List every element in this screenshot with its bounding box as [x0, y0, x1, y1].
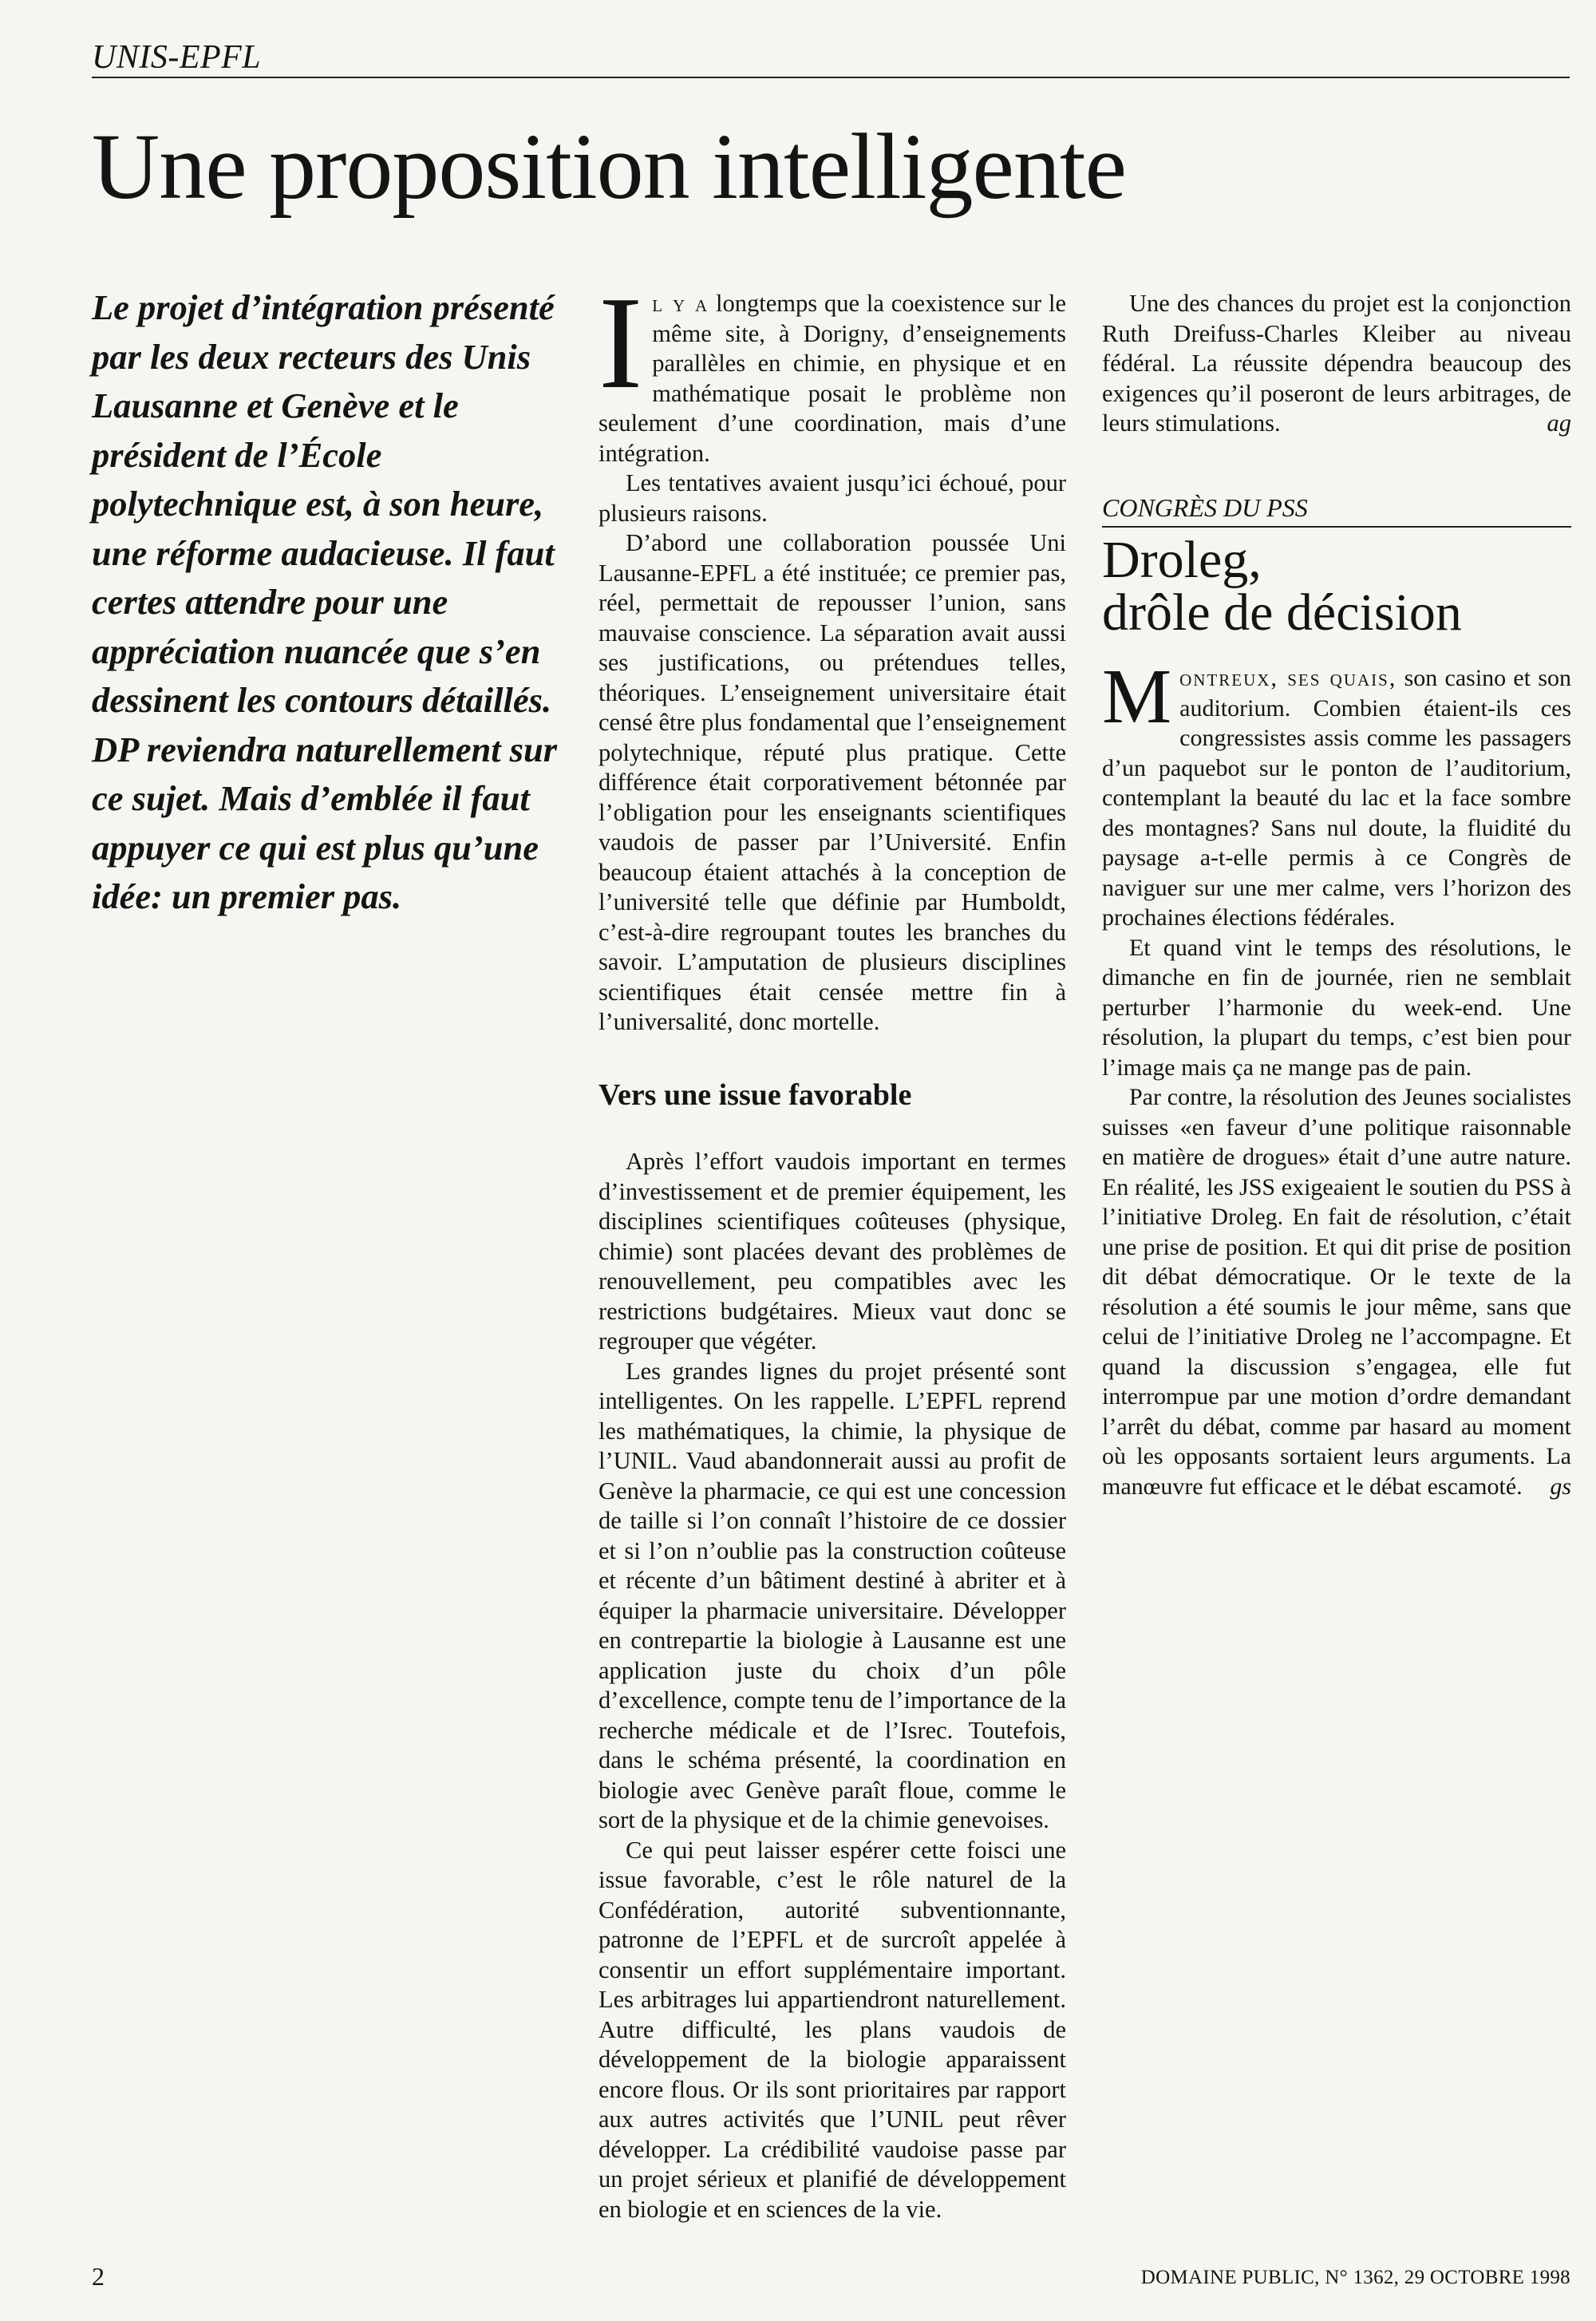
article-paragraph: D’abord une collaboration poussée Uni Lausanne-EPFL a été instituée; ce premier pas, réel, permettait de repousser l’union, sans mauvaise conscience. La séparation avait aussi ses justifications, ou prétendues telles, théoriques. L’enseignement universitaire était censé être plus fondamental que l’enseignement polytechnique, réputé plus pratique. Cette différence était corporativement bétonnée par l’obligation pour les enseignants scientifiques vaudois de passer par l’Université. Enfin beaucoup étaient attachés à la conception de l’université telle que définie par Humboldt, c’est-à-dire regroupant toutes les branches du savoir. L’amputation de plusieurs disciplines scientifiques était censée mettre fin à l’universalité, donc mortelle. [598, 529, 1066, 1035]
article-paragraph [598, 269, 1066, 469]
author-signature: ag [1547, 409, 1571, 437]
page-number: 2 [92, 2262, 105, 2291]
box-title [1102, 531, 1571, 642]
paragraph-text: Une des chances du projet est la conjonction Ruth Dreifuss-Charles Kleiber au niveau fédéral. La réussite dépendra beaucoup des exigences qu’il poseront de leurs arbitrages, de leurs stimulations. [1102, 290, 1571, 437]
article-paragraph: Ce qui peut laisser espérer cette foisci une issue favorable, c’est le rôle naturel de la Confédération, autorité subventionnante, patronne de l’EPFL et de surcroît appelée à consentir un effort supplémentaire important. Les arbitrages lui appartiendront naturellement. Autre difficulté, les plans vaudois de développement de la biologie apparaissent encore flous. Or ils sont prioritaires par rapport aux autres activités que l’UNIL peut rêver développer. La crédibilité vaudoise passe par un projet sérieux et planifié de développement en biologie et en sciences de la vie. [598, 1836, 1066, 2223]
box-body [1102, 654, 1572, 1501]
publication-credit: DOMAINE PUBLIC, N° 1362, 29 OCTOBRE 1998 [1140, 2267, 1570, 2288]
box-section-kicker: CONGRÈS DU PSS [1102, 492, 1308, 522]
box-paragraph: Et quand vint le temps des résolutions, le dimanche en fin de journée, rien ne semblait perturber l’harmonie du week-end. Une résolution, la plupart du temps, c’est bien pour l’image mais ça ne mange pas de pain. [1102, 934, 1571, 1081]
box-rule [1102, 526, 1571, 528]
paragraph-text: son casino et son auditorium. Combien étaient-ils ces congressistes assis comme les passagers d’un paquebot sur le ponton de l’auditorium, contemplant la beauté du lac et la face sombre des montagnes? Sans nul doute, la fluidité du paysage a-t-elle permis à ce Congrès de naviguer sur une mer calme, vers l’horizon des prochaines élections fédérales. [1102, 665, 1572, 931]
opening-small-caps: ontreux, ses quais, [1179, 665, 1397, 691]
author-signature: gs [1550, 1473, 1571, 1500]
paragraph-text: longtemps que la coexistence sur le même site, à Dorigny, d’enseignements parallèles en chimie, en physique et en mathématique posait le problème non seulement d’une coordination, mais d’une intégration. [598, 290, 1066, 467]
drop-cap: I [598, 269, 643, 416]
box-paragraph [1102, 1082, 1571, 1501]
drop-cap: M [1102, 654, 1172, 740]
article-title: Une proposition intelligente [92, 114, 1126, 219]
box-title-line: drôle de décision [1102, 583, 1462, 642]
opening-small-caps: l y a [652, 290, 709, 317]
article-column-1 [598, 269, 1066, 2224]
box-title-line: Droleg, [1102, 531, 1262, 589]
header-rule [92, 77, 1570, 78]
article-subheading: Vers une issue favorable [598, 1077, 912, 1112]
article-paragraph: Les grandes lignes du projet présenté sont intelligentes. On les rappelle. L’EPFL reprend les mathématiques, la chimie, la physique de l’UNIL. Vaud abandonnerait aussi au profit de Genève la pharmacie, ce qui est une concession de taille si l’on connaît l’histoire de ce dossier et si l’on n’oublie pas la construction coûteuse et récente d’un bâtiment destiné à abriter et à équiper la pharmacie universitaire. Développer en contrepartie la biologie à Lausanne est une application juste du choix d’un pôle d’excellence, compte tenu de l’importance de la recherche médicale et de l’Isrec. Toutefois, dans le schéma présenté, la coordination en biologie avec Genève paraît floue, comme le sort de la physique et de la chimie genevoises. [598, 1357, 1066, 1833]
article-paragraph: Les tentatives avaient jusqu’ici échoué, pour plusieurs raisons. [598, 469, 1066, 527]
paragraph-text: Par contre, la résolution des Jeunes socialistes suisses «en faveur d’une politique raisonnable en matière de drogues» était d’une autre nature. En réalité, les JSS exigeaient le soutien du PSS à l’initiative Droleg. En fait de résolution, c’était une prise de position. Et qui dit prise de position dit débat démocratique. Or le texte de la résolution a été soumis le jour même, sans que celui de l’initiative Droleg ne l’accompagne. Et quand la discussion s’engagea, elle fut interrompue par une motion d’ordre demandant l’arrêt du débat, comme par hasard au moment où les opposants sortaient leurs arguments. La manœuvre fut efficace et le débat escamoté. [1102, 1084, 1571, 1500]
article-column-2 [1102, 289, 1571, 1501]
section-kicker: UNIS-EPFL [92, 39, 262, 76]
article-paragraph [1102, 289, 1571, 439]
box-paragraph [1102, 654, 1572, 933]
article-paragraph: Après l’effort vaudois important en termes d’investissement et de premier équipement, les disciplines scientifiques coûteuses (physique, chimie) sont placées devant des problèmes de renouvellement, peu compatibles avec les restrictions budgétaires. Mieux vaut donc se regrouper que végéter. [598, 1148, 1066, 1354]
article-lead: Le projet d’intégration présenté par les deux recteurs des Unis Lausanne et Genève et le président de l’École polytechnique est, à son heure, une réforme audacieuse. Il faut certes attendre pour une appréciation nuancée que s’en dessinent les contours détaillés. DP reviendra naturellement sur ce sujet. Mais d’emblée il faut appuyer ce qui est plus qu’une idée: un premier pas. [92, 287, 558, 916]
